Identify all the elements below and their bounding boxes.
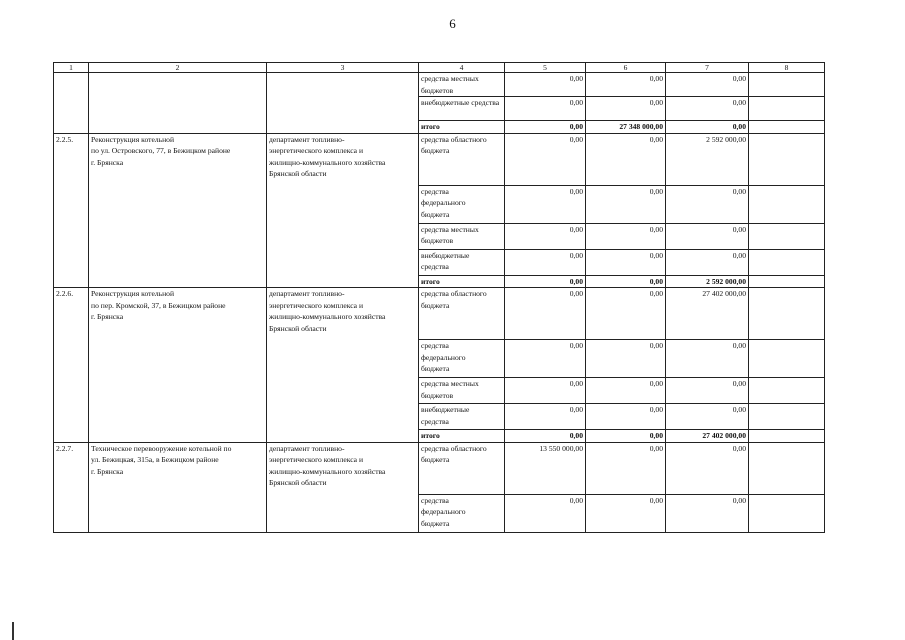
amount-col6: 0,00 — [586, 430, 666, 443]
item-number: 2.2.6. — [54, 288, 89, 443]
page-number: 6 — [449, 16, 456, 31]
amount-col5: 0,00 — [505, 223, 586, 249]
funding-row — [54, 73, 825, 97]
column-number: 3 — [267, 63, 419, 73]
column-number: 5 — [505, 63, 586, 73]
amount-col8 — [749, 430, 825, 443]
funding-row — [54, 442, 825, 494]
amount-col6: 0,00 — [586, 404, 666, 430]
amount-col7: 27 402 000,00 — [666, 430, 749, 443]
amount-col6: 0,00 — [586, 249, 666, 275]
funding-source: средства областного бюджета — [419, 133, 505, 185]
scan-margin-mark — [12, 622, 14, 640]
continuation-executor-cell — [267, 73, 419, 134]
amount-col7: 2 592 000,00 — [666, 275, 749, 288]
funding-source: средства местных бюджетов — [419, 223, 505, 249]
amount-col5: 0,00 — [505, 97, 586, 121]
amount-col6: 0,00 — [586, 275, 666, 288]
amount-col8 — [749, 223, 825, 249]
column-number: 7 — [666, 63, 749, 73]
column-number: 4 — [419, 63, 505, 73]
column-number: 2 — [89, 63, 267, 73]
amount-col7: 0,00 — [666, 494, 749, 532]
amount-col8 — [749, 121, 825, 134]
amount-col5: 0,00 — [505, 404, 586, 430]
funding-source: итого — [419, 430, 505, 443]
amount-col8 — [749, 185, 825, 223]
item-name: Реконструкция котельной по пер. Кромской, 37, в Бежицком районе г. Брянска — [89, 288, 267, 443]
continuation-name-cell — [89, 73, 267, 134]
amount-col6: 0,00 — [586, 288, 666, 340]
amount-col5: 0,00 — [505, 430, 586, 443]
column-number: 8 — [749, 63, 825, 73]
column-number-row — [54, 63, 825, 73]
item-name: Техническое перевооружение котельной по ул. Бежицкая, 315а, в Бежицком районе г. Брянска — [89, 442, 267, 532]
funding-source: средства федерального бюджета — [419, 494, 505, 532]
column-number: 1 — [54, 63, 89, 73]
funding-source: итого — [419, 275, 505, 288]
amount-col8 — [749, 133, 825, 185]
amount-col7: 0,00 — [666, 442, 749, 494]
amount-col6: 0,00 — [586, 223, 666, 249]
item-executor: департамент топливно- энергетического комплекса и жилищно-коммунального хозяйства Брянской области — [267, 288, 419, 443]
amount-col7: 0,00 — [666, 97, 749, 121]
amount-col8 — [749, 494, 825, 532]
amount-col7: 0,00 — [666, 340, 749, 378]
amount-col5: 0,00 — [505, 249, 586, 275]
amount-col5: 0,00 — [505, 288, 586, 340]
funding-source: внебюджетные средства — [419, 404, 505, 430]
item-number: 2.2.7. — [54, 442, 89, 532]
amount-col6: 0,00 — [586, 185, 666, 223]
amount-col6: 0,00 — [586, 340, 666, 378]
amount-col5: 0,00 — [505, 73, 586, 97]
amount-col8 — [749, 249, 825, 275]
funding-source: средства местных бюджетов — [419, 73, 505, 97]
amount-col5: 0,00 — [505, 121, 586, 134]
item-name: Реконструкция котельной по ул. Островского, 77, в Бежицком районе г. Брянска — [89, 133, 267, 288]
budget-table — [53, 62, 825, 533]
amount-col5: 13 550 000,00 — [505, 442, 586, 494]
item-executor: департамент топливно- энергетического комплекса и жилищно-коммунального хозяйства Брянской области — [267, 133, 419, 288]
continuation-num-cell — [54, 73, 89, 134]
amount-col7: 0,00 — [666, 185, 749, 223]
amount-col8 — [749, 97, 825, 121]
amount-col7: 0,00 — [666, 73, 749, 97]
funding-row — [54, 288, 825, 340]
funding-source: средства федерального бюджета — [419, 340, 505, 378]
funding-source: средства областного бюджета — [419, 288, 505, 340]
amount-col8 — [749, 275, 825, 288]
amount-col7: 0,00 — [666, 378, 749, 404]
amount-col5: 0,00 — [505, 494, 586, 532]
amount-col7: 0,00 — [666, 223, 749, 249]
funding-source: средства местных бюджетов — [419, 378, 505, 404]
amount-col6: 0,00 — [586, 133, 666, 185]
amount-col6: 0,00 — [586, 378, 666, 404]
amount-col8 — [749, 288, 825, 340]
amount-col8 — [749, 340, 825, 378]
amount-col8 — [749, 378, 825, 404]
funding-source: средства федерального бюджета — [419, 185, 505, 223]
amount-col5: 0,00 — [505, 275, 586, 288]
funding-source: средства областного бюджета — [419, 442, 505, 494]
amount-col7: 0,00 — [666, 121, 749, 134]
amount-col7: 27 402 000,00 — [666, 288, 749, 340]
funding-source: внебюджетные средства — [419, 249, 505, 275]
amount-col6: 27 348 000,00 — [586, 121, 666, 134]
amount-col6: 0,00 — [586, 442, 666, 494]
amount-col8 — [749, 404, 825, 430]
amount-col6: 0,00 — [586, 494, 666, 532]
amount-col7: 2 592 000,00 — [666, 133, 749, 185]
amount-col6: 0,00 — [586, 73, 666, 97]
amount-col8 — [749, 442, 825, 494]
amount-col5: 0,00 — [505, 185, 586, 223]
funding-source: внебюджетные средства — [419, 97, 505, 121]
funding-row — [54, 133, 825, 185]
amount-col5: 0,00 — [505, 133, 586, 185]
amount-col6: 0,00 — [586, 97, 666, 121]
amount-col7: 0,00 — [666, 404, 749, 430]
column-number: 6 — [586, 63, 666, 73]
amount-col7: 0,00 — [666, 249, 749, 275]
funding-source: итого — [419, 121, 505, 134]
amount-col5: 0,00 — [505, 378, 586, 404]
item-number: 2.2.5. — [54, 133, 89, 288]
amount-col5: 0,00 — [505, 340, 586, 378]
item-executor: департамент топливно- энергетического комплекса и жилищно-коммунального хозяйства Брянской области — [267, 442, 419, 532]
amount-col8 — [749, 73, 825, 97]
